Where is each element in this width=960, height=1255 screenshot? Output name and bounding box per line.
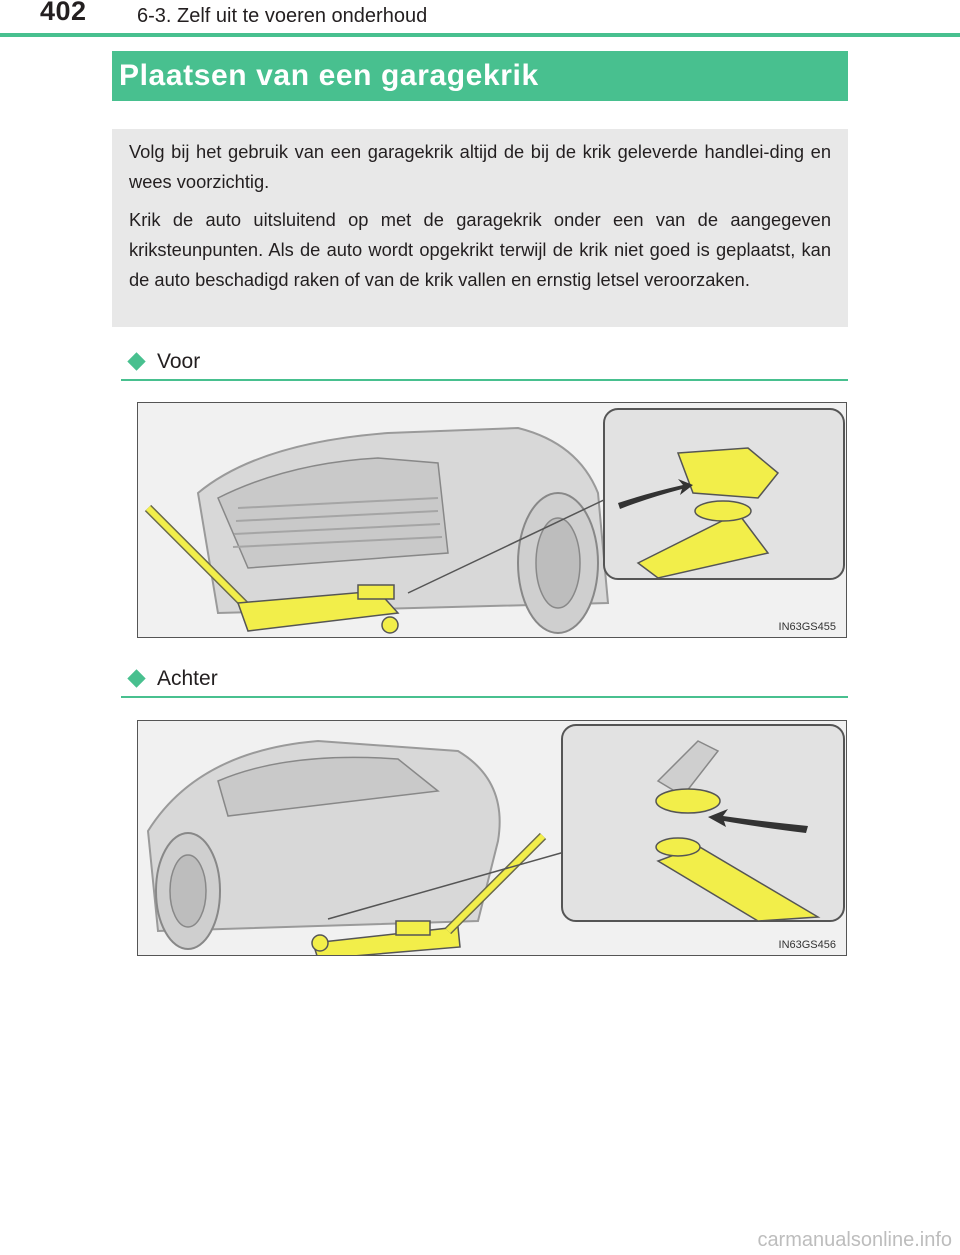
figure-code: IN63GS456 [778, 939, 836, 951]
front-jack-illustration [137, 402, 847, 638]
subheading-front [126, 347, 200, 377]
subheading-front-label: Voor [157, 350, 201, 373]
header-rule [0, 33, 960, 37]
subheading-rear-label: Achter [157, 667, 218, 690]
section-title: 6-3. Zelf uit te voeren onderhoud [137, 5, 428, 27]
subheading-front-rule [121, 379, 848, 381]
diamond-bullet-icon [127, 352, 145, 370]
watermark: carmanualsonline.info [757, 1229, 952, 1251]
rear-jack-illustration [137, 720, 847, 956]
note-paragraph-1: Volg bij het gebruik van een garagekrik altijd de bij de krik geleverde handlei-ding en wees voorzichtig. [129, 141, 831, 192]
subheading-rear [126, 664, 218, 694]
caution-note [112, 129, 848, 327]
subheading-rear-rule [121, 696, 848, 698]
page-number: 402 [40, 0, 87, 26]
note-paragraph-2: Krik de auto uitsluitend op met de garagekrik onder een van de aangegeven kriksteunpunten. Als de auto wordt opgekrikt terwijl de krik niet goed is geplaatst, kan de auto beschadigd raken of van de krik vallen en ernstig letsel veroorzaken. [129, 209, 831, 290]
diamond-bullet-icon [127, 669, 145, 687]
page-title-banner: Plaatsen van een garagekrik [112, 51, 848, 101]
figure-code: IN63GS455 [778, 621, 836, 633]
